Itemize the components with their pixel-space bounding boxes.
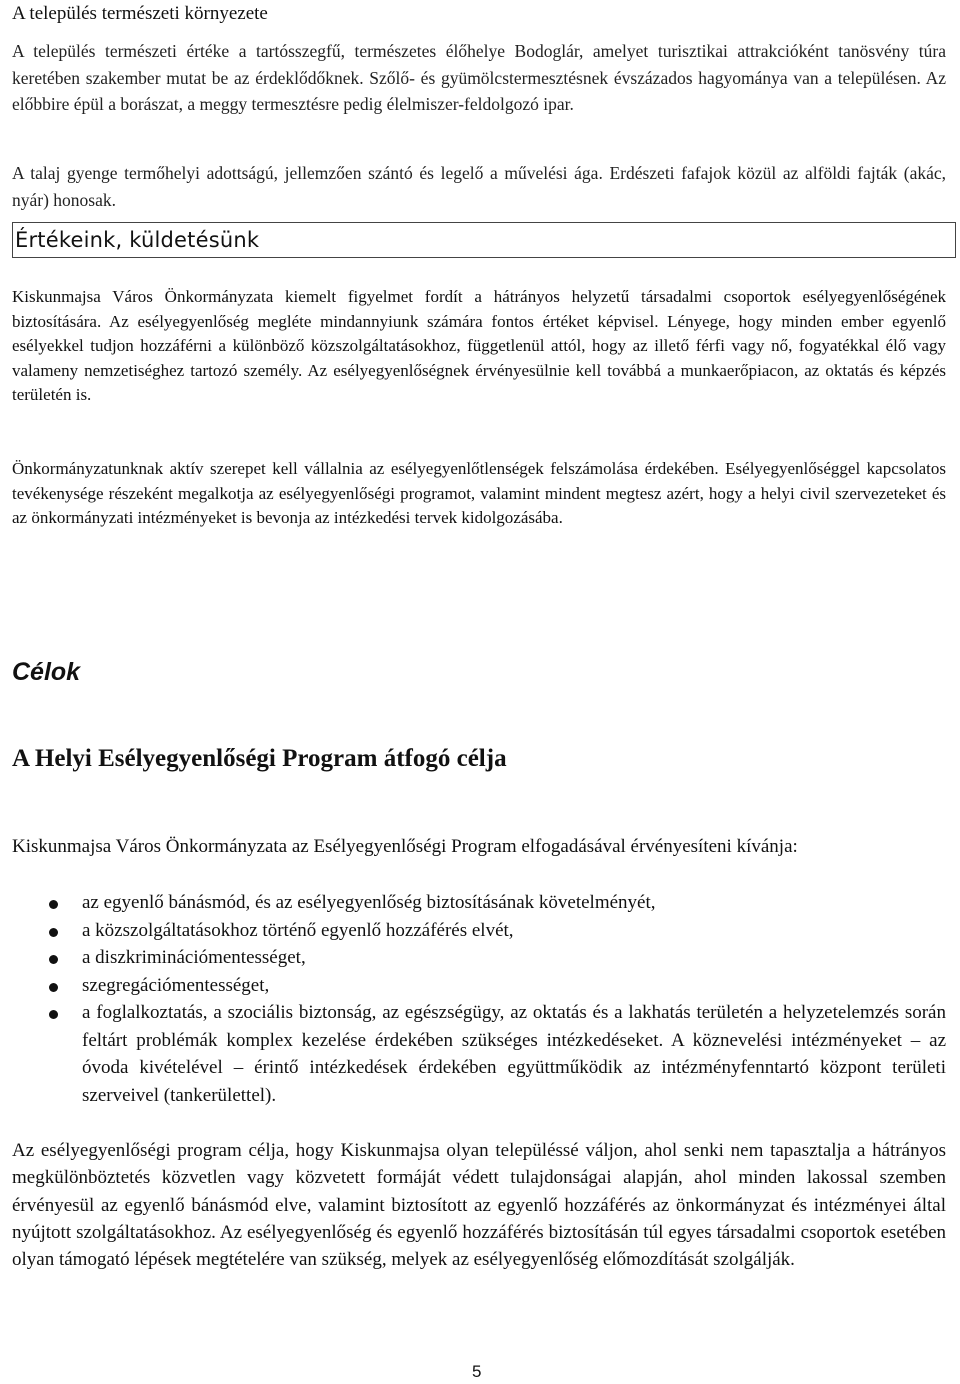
paragraph-values-2: Önkormányzatunknak aktív szerepet kell vállalnia az esélyegyenlőtlenségek felszámolása érdekében. Esélyegyenlőséggel kapcsolatos tevékenysége részeként megalkotja az esélyegyenlőségi programot, valamint mindent megtesz azért, hogy a helyi civil szervezeteket és az önkormányzati intézményeket is bevonja az intézkedési tervek kidolgozásába. (12, 459, 946, 527)
bullet-icon (49, 955, 58, 964)
list-item: a diszkriminációmentességet, (12, 944, 946, 972)
values-heading: Értékeink, küldetésünk (15, 228, 260, 252)
list-item: a közszolgáltatásokhoz történő egyenlő hozzáférés elvét, (12, 917, 946, 945)
values-heading-box (12, 222, 956, 258)
paragraph-nature: A település természeti értéke a tartósszegfű, természetes élőhelye Bodoglár, amelyet turisztikai attrakcióként tanösvény túra keretében szakember mutat be az érdeklődőknek. Szőlő- és gyümölcstermesztésnek évszázados hagyománya van a településen. Az előbbire épül a borászat, a meggy termesztésre pedig élelmiszer-feldolgozó ipar. (12, 41, 946, 114)
bullet-icon (49, 900, 58, 909)
program-intro: Kiskunmajsa Város Önkormányzata az Esélyegyenlőségi Program elfogadásával érvényesíteni kívánja: (12, 836, 798, 857)
list-item: a foglalkoztatás, a szociális biztonság, az egészségügy, az oktatás és a lakhatás területén a helyzetelemzés során feltárt problémák komplex kezelése érdekében szükséges intézkedéseket. A köznevelési intézményeket – az óvoda kivételével – érintő intézkedések érdekében együttműködik az intézményfenntartó központ területi szerveivel (tankerülettel). (12, 999, 946, 1109)
bullet-icon (49, 928, 58, 937)
list-item: az egyenlő bánásmód, és az esélyegyenlőség biztosításának követelményét, (12, 889, 946, 917)
paragraph-soil: A talaj gyenge termőhelyi adottságú, jellemzően szántó és legelő a művelési ága. Erdészeti fafajok közül az alföldi fajták (akác, nyár) honosak. (12, 163, 946, 210)
program-heading: A Helyi Esélyegyenlőségi Program átfogó célja (12, 745, 507, 772)
page-number: 5 (472, 1362, 482, 1381)
section-title: A település természeti környezete (12, 3, 268, 24)
bullet-icon (49, 1010, 58, 1019)
program-summary: Az esélyegyenlőségi program célja, hogy Kiskunmajsa olyan településsé váljon, ahol senki nem tapasztalja a hátrányos megkülönböztetés közvetlen vagy közvetett formáját védett tulajdonságai alapján, ahol minden lakossal szemben érvényesül az egyenlő bánásmód elve, valamint biztosított az egyenlő hozzáférés az önkormányzat és intézményei által nyújtott szolgáltatásokhoz. Az esélyegyenlőség és egyenlő hozzáférés biztosításán túl egyes társadalmi csoportok esetében olyan támogató lépések megtételére van szükség, melyek az esélyegyenlőség előmozdítását szolgálják. (12, 1140, 946, 1271)
paragraph-values-1: Kiskunmajsa Város Önkormányzata kiemelt figyelmet fordít a hátrányos helyzetű társadalmi csoportok esélyegyenlőségének biztosítására. Az esélyegyenlőség megléte mindannyiunk számára fontos értéket képvisel. Lényege, hogy minden ember egyenlő esélyekkel tudjon hozzáférni a különböző közszolgáltatásokhoz, függetlenül attól, hogy az illető férfi vagy nő, fogyatékkal élő vagy valameny nemzetiséghez tartozó személy. Az esélyegyenlőségnek érvényesülnie kell továbbá a munkaerőpiacon, az oktatás és képzés területén is. (12, 287, 946, 404)
goals-heading: Célok (12, 658, 81, 686)
list-item: szegregációmentességet, (12, 972, 946, 1000)
bullet-icon (49, 983, 58, 992)
goals-list (12, 889, 946, 1109)
